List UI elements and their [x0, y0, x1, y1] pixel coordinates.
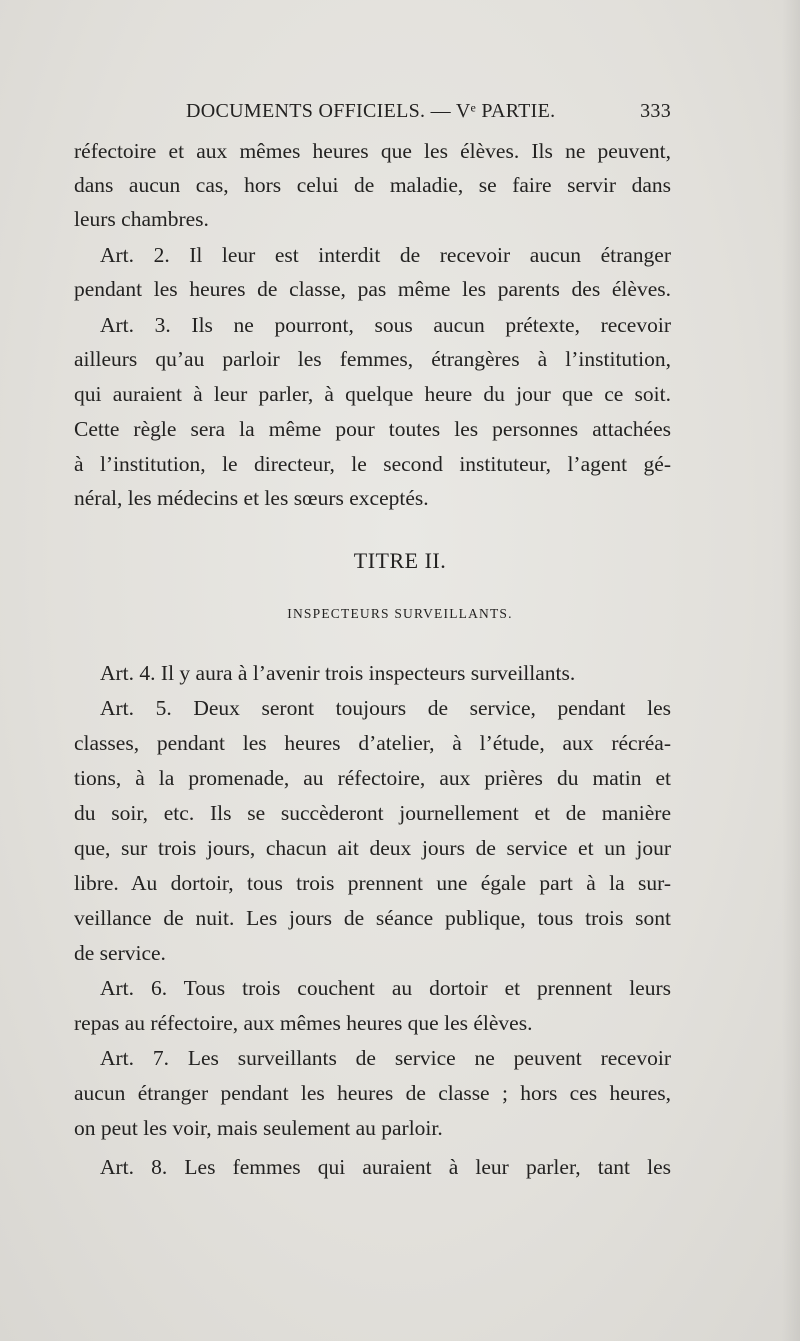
text-line: classes, pendant les heures d’atelier, à l’étude, aux récréa- — [74, 731, 671, 755]
section-subtitle: INSPECTEURS SURVEILLANTS. — [287, 606, 513, 621]
running-header — [74, 100, 671, 128]
text-line: leurs chambres. — [74, 207, 209, 231]
text-line: tions, à la promenade, au réfectoire, aux prières du matin et — [74, 766, 671, 790]
text-line: dans aucun cas, hors celui de maladie, se faire servir dans — [74, 173, 671, 197]
text-line: ailleurs qu’au parloir les femmes, étrangères à l’institution, — [74, 347, 671, 371]
page-edge-shadow — [782, 0, 800, 1341]
text-line: de service. — [74, 941, 166, 965]
text-line: on peut les voir, mais seulement au parloir. — [74, 1116, 443, 1140]
article-6-line: Art. 6. Tous trois couchent au dortoir et prennent leurs — [100, 976, 671, 1000]
article-7-line: Art. 7. Les surveillants de service ne peuvent recevoir — [100, 1046, 671, 1070]
text-line: qui auraient à leur parler, à quelque heure du jour que ce soit. — [74, 382, 671, 406]
text-line: libre. Au dortoir, tous trois prennent une égale part à la sur- — [74, 871, 671, 895]
section-title: TITRE II. — [353, 548, 447, 573]
text-line: repas au réfectoire, aux mêmes heures que les élèves. — [74, 1011, 533, 1035]
text-line: néral, les médecins et les sœurs exceptés. — [74, 486, 429, 510]
page-number: 333 — [640, 100, 671, 122]
text-line: à l’institution, le directeur, le second instituteur, l’agent gé- — [74, 452, 671, 476]
text-line: veillance de nuit. Les jours de séance publique, tous trois sont — [74, 906, 671, 930]
article-2-line: Art. 2. Il leur est interdit de recevoir aucun étranger — [100, 243, 671, 267]
text-line: Cette règle sera la même pour toutes les personnes attachées — [74, 417, 671, 441]
text-line: aucun étranger pendant les heures de classe ; hors ces heures, — [74, 1081, 671, 1105]
article-8-line: Art. 8. Les femmes qui auraient à leur parler, tant les — [100, 1155, 671, 1179]
text-line: pendant les heures de classe, pas même les parents des élèves. — [74, 277, 671, 301]
text-line: que, sur trois jours, chacun ait deux jours de service et un jour — [74, 836, 671, 860]
article-3-line: Art. 3. Ils ne pourront, sous aucun prétexte, recevoir — [100, 313, 671, 337]
article-5-line: Art. 5. Deux seront toujours de service, pendant les — [100, 696, 671, 720]
text-line: réfectoire et aux mêmes heures que les élèves. Ils ne peuvent, — [74, 139, 671, 163]
article-4-line: Art. 4. Il y aura à l’avenir trois inspecteurs surveillants. — [100, 661, 576, 685]
running-title: DOCUMENTS OFFICIELS. — Vᵉ PARTIE. — [186, 100, 556, 122]
text-line: du soir, etc. Ils se succèderont journellement et de manière — [74, 801, 671, 825]
